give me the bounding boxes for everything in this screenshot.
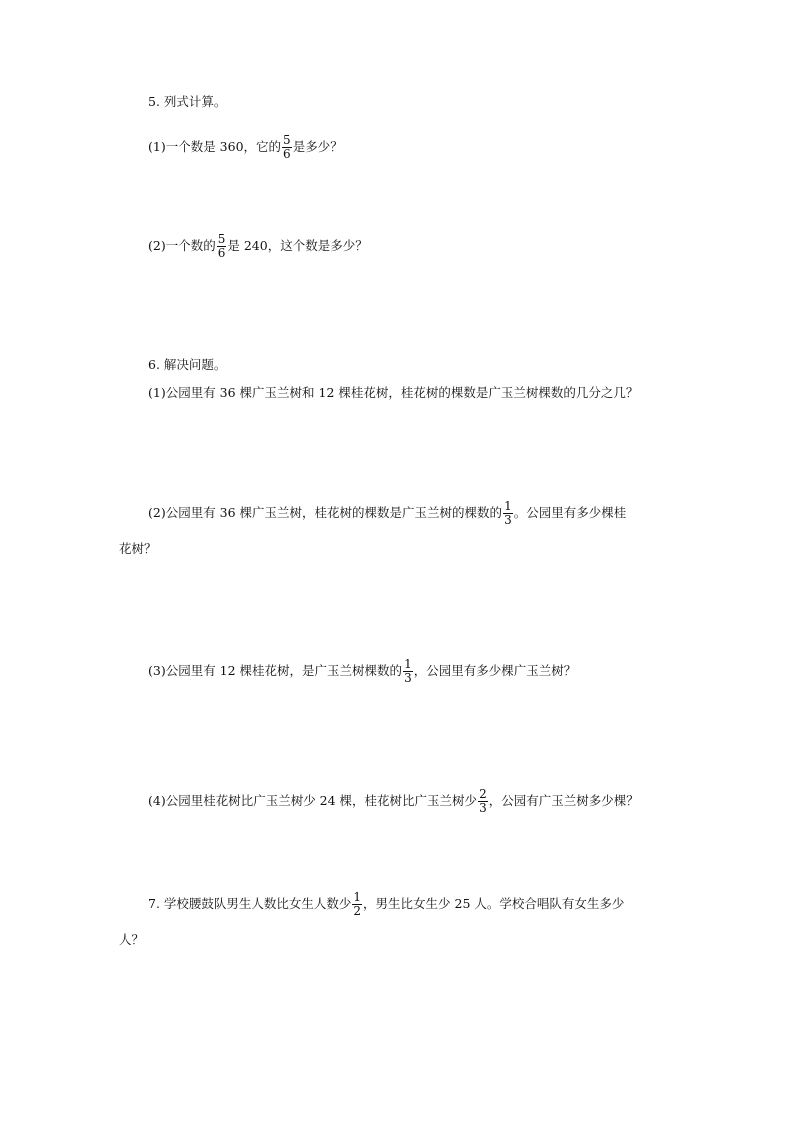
q6-part1: (1)公园里有 36 棵广玉兰树和 12 棵桂花树，桂花树的棵数是广玉兰树棵数的几分之几？ [148,385,639,400]
fraction-denominator: 2 [353,904,362,918]
q6-part2-text-a: (2)公园里有 36 棵广玉兰树，桂花树的棵数是广玉兰树的棵数的 [148,505,503,520]
fraction [217,233,227,260]
fraction-numerator: 1 [353,890,362,904]
q6-part3-text-b: ，公园里有多少棵广玉兰树？ [413,663,577,678]
fraction-numerator: 2 [479,787,487,801]
q7-text-b: ，男生比女生少 25 人。学校合唱队有女生多少 [363,896,625,911]
q6-part2-continuation: 花树？ [119,541,157,556]
fraction-numerator: 1 [504,499,512,513]
q6-part3-text-a: (3)公园里有 12 棵桂花树，是广玉兰树棵数的 [148,663,403,678]
q6-heading: 6. 解决问题。 [148,357,227,372]
q5-part2-text-b: 是 240，这个数是多少？ [227,238,368,253]
fraction [478,788,488,815]
q5-part1-text-b: 是多少？ [292,139,343,154]
fraction [503,500,513,527]
q5-part1 [148,134,343,161]
fraction-numerator: 1 [404,657,412,671]
fraction-denominator: 3 [479,801,487,815]
q6-part2-text-b: 。公园里有多少棵桂 [513,505,627,520]
fraction [282,134,292,161]
fraction-numerator: 5 [283,133,291,147]
fraction-denominator: 3 [404,671,412,685]
fraction [403,658,413,685]
q6-part2 [148,500,626,527]
q6-part3 [148,658,576,685]
fraction-denominator: 6 [283,147,291,161]
fraction [352,891,362,918]
q5-part1-text-a: (1)一个数是 360，它的 [148,139,282,154]
q6-part4-text-b: ，公园有广玉兰树多少棵？ [488,793,639,808]
q7-continuation: 人？ [119,932,145,947]
q7 [148,891,624,918]
fraction-numerator: 5 [217,232,226,246]
q5-part2-text-a: (2)一个数的 [148,238,216,253]
fraction-denominator: 6 [217,246,226,260]
q6-part4-text-a: (4)公园里桂花树比广玉兰树少 24 棵，桂花树比广玉兰树少 [148,793,478,808]
q7-text-a: 7. 学校腰鼓队男生人数比女生人数少 [148,896,352,911]
q5-part2 [148,233,368,260]
fraction-denominator: 3 [504,513,512,527]
q5-heading: 5. 列式计算。 [148,94,227,109]
q6-part4 [148,788,639,815]
